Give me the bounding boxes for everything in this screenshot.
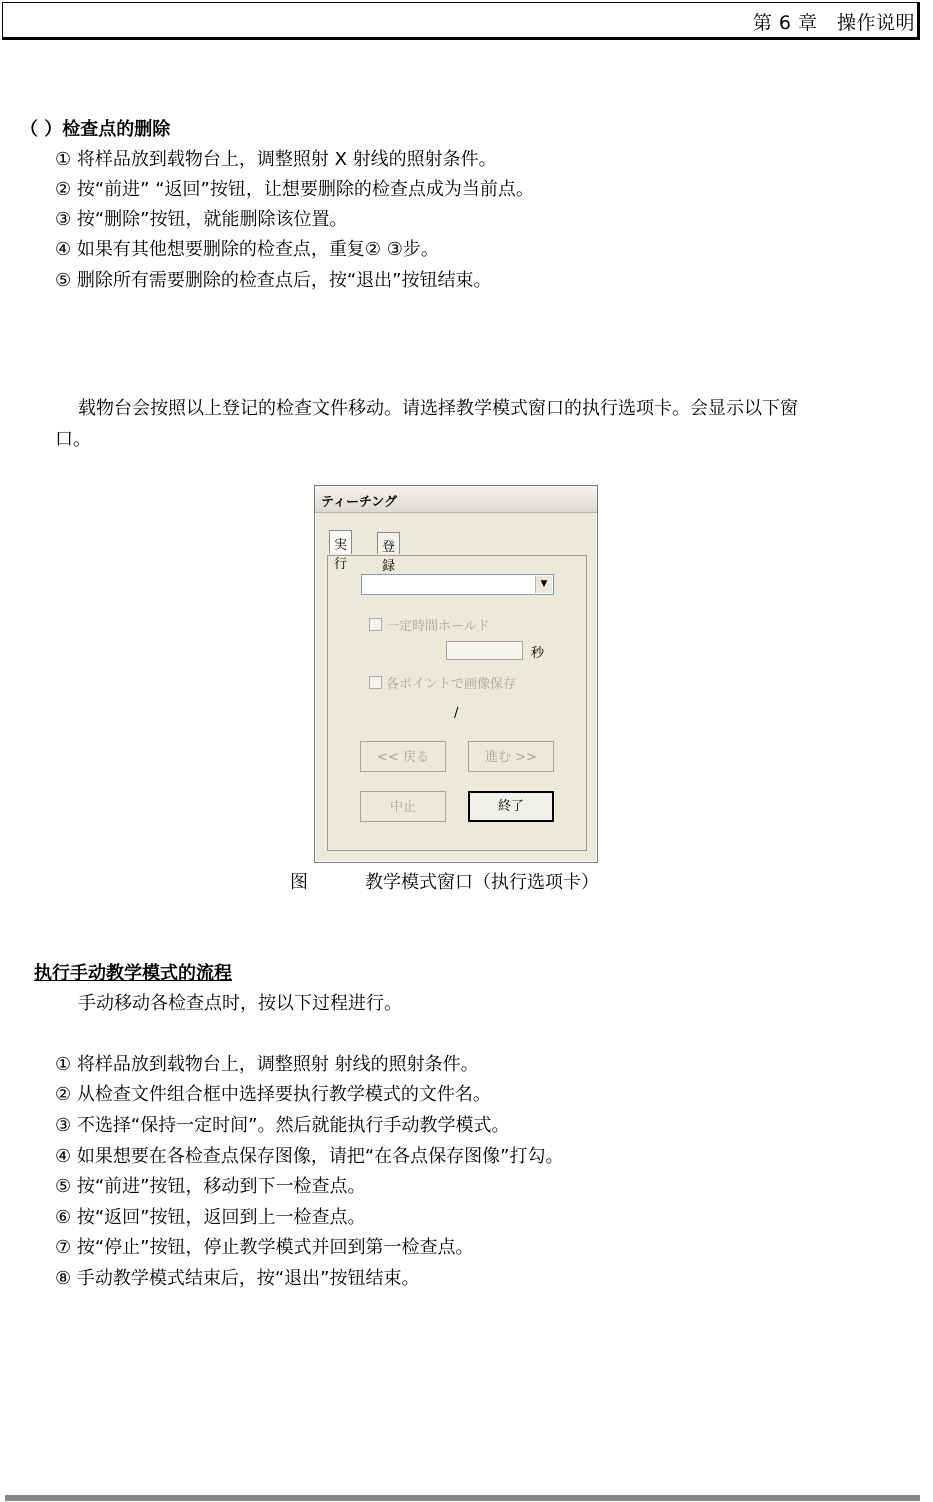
list-item: ③ 不选择“保持一定时间”。然后就能执行手动教学模式。 [55,1115,510,1136]
list-item: ① 将样品放到载物台上，调整照射 射线的照射条件。 [55,1054,479,1075]
back-button[interactable]: << 戻る [360,741,446,772]
next-button[interactable]: 進む >> [468,741,554,772]
chapter-header: 第 6 章 操作说明 [752,12,915,34]
seconds-unit: 秒 [531,646,545,661]
section-title-delete: （ ）检查点的删除 [20,119,171,140]
section-intro: 手动移动各检查点时，按以下过程进行。 [78,993,402,1014]
list-item: ② 按“前进” “返回”按钮，让想要删除的检查点成为当前点。 [55,179,534,200]
list-item: ③ 按“删除”按钮，就能删除该位置。 [55,209,348,230]
tab-execute[interactable]: 実行 [329,530,352,554]
point-counter: / [454,706,459,721]
list-item: ① 将样品放到载物台上，调整照射 X 射线的照射条件。 [55,149,497,170]
figure-caption: 教学模式窗口（执行选项卡） [365,872,599,893]
hold-label: 一定時間ホールド [386,619,490,634]
hold-checkbox[interactable] [369,618,382,631]
list-item: ⑤ 按“前进”按钮，移动到下一检查点。 [55,1176,366,1197]
save-image-label: 各ポイントで画像保存 [386,677,517,692]
footer-rule [5,1495,920,1501]
dialog-titlebar [315,486,597,513]
save-image-checkbox[interactable] [369,676,382,689]
dialog-title: ティーチング [321,495,398,510]
chevron-down-icon[interactable]: ▼ [535,576,552,593]
stop-button[interactable]: 中止 [360,791,446,822]
paragraph-line: 载物台会按照以上登记的检查文件移动。请选择教学模式窗口的执行选项卡。会显示以下窗 [78,398,798,419]
list-item: ⑤ 删除所有需要删除的检查点后，按“退出”按钮结束。 [55,270,492,291]
figure-label: 图 [290,872,308,893]
paragraph-line: 口。 [55,429,91,450]
file-combo[interactable] [361,574,554,595]
list-item: ⑧ 手动教学模式结束后，按“退出”按钮结束。 [55,1268,420,1289]
seconds-input[interactable] [446,641,523,660]
list-item: ② 从检查文件组合框中选择要执行教学模式的文件名。 [55,1084,491,1105]
section-title-manual: 执行手动教学模式的流程 [34,963,232,984]
list-item: ④ 如果有其他想要删除的检查点，重复② ③步。 [55,239,439,260]
teaching-dialog [314,485,598,863]
list-item: ⑦ 按“停止”按钮，停止教学模式并回到第一检查点。 [55,1237,474,1258]
list-item: ⑥ 按“返回”按钮，返回到上一检查点。 [55,1207,366,1228]
end-button[interactable]: 終了 [468,791,554,822]
list-item: ④ 如果想要在各检查点保存图像，请把“在各点保存图像”打勾。 [55,1146,564,1167]
tab-register[interactable]: 登録 [377,532,400,554]
